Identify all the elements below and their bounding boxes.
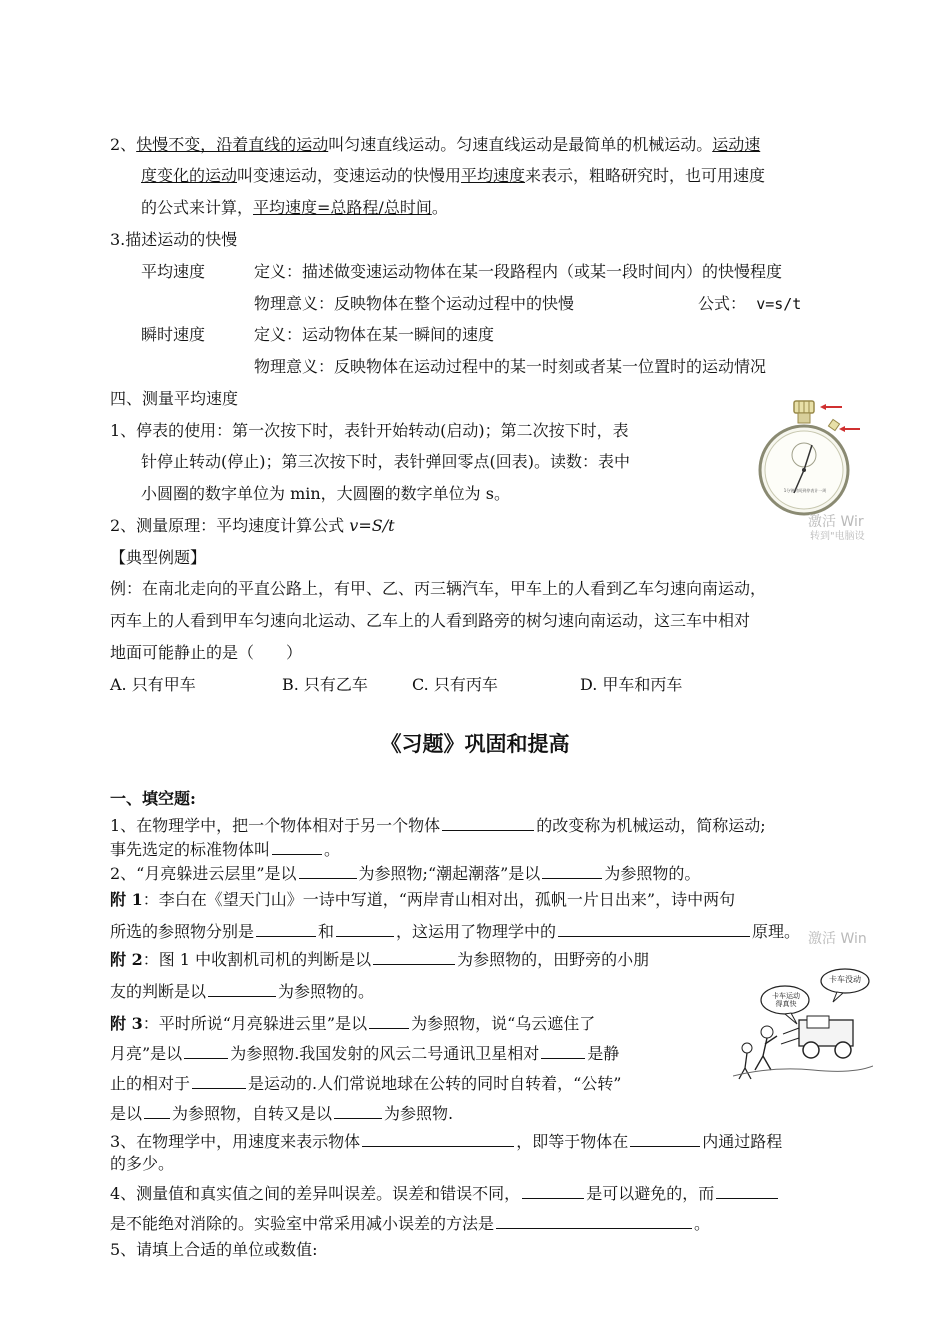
cartoon-speech-1: 卡车没动 xyxy=(829,975,861,984)
stopwatch-icon xyxy=(750,395,875,530)
watermark-activate-1: 激活 Wir xyxy=(808,514,864,530)
question-1-line-2: 事先选定的标准物体叫 。 xyxy=(110,840,341,859)
example-line-2: 丙车上的人看到甲车匀速向北运动、乙车上的人看到路旁的树匀速向南运动，这三车中相对 xyxy=(110,611,751,630)
question-3-line-1: 3、在物理学中，用速度来表示物体 ，即等于物体在 内通过路程 xyxy=(110,1132,783,1151)
answer-blank[interactable] xyxy=(442,814,534,831)
stopwatch-line-3: 小圆圈的数字单位为 min，大圆圈的数字单位为 s。 xyxy=(141,484,510,503)
appendix-2-line-1: 附 2：图 1 中收割机司机的判断是以 为参照物的，田野旁的小朋 xyxy=(110,950,650,969)
answer-blank[interactable] xyxy=(369,1012,409,1029)
fill-in-section-title: 一、填空题: xyxy=(110,789,196,808)
stopwatch-caption: 1分钟时间到停表计一周 xyxy=(783,488,827,493)
answer-blank[interactable] xyxy=(208,980,276,997)
answer-blank[interactable] xyxy=(184,1042,228,1059)
appendix-3-line-3: 止的相对于 是运动的.人们常说地球在公转的同时自转着，“公转” xyxy=(110,1074,622,1093)
appendix-3-line-1: 附 3：平时所说“月亮躲进云里”是以 为参照物，说“乌云遮住了 xyxy=(110,1014,596,1033)
option-c: C. 只有丙车 xyxy=(412,675,498,694)
para-2-line-3: 的公式来计算，平均速度=总路程/总时间。 xyxy=(141,198,448,217)
avg-speed-formula: 公式： v=s/t xyxy=(698,294,802,313)
answer-blank[interactable] xyxy=(373,948,455,965)
example-line-3: 地面可能静止的是（ ） xyxy=(110,643,303,662)
question-2: 2、“月亮躲进云层里”是以 为参照物;“潮起潮落”是以 为参照物的。 xyxy=(110,864,701,883)
answer-blank[interactable] xyxy=(716,1182,778,1199)
answer-blank[interactable] xyxy=(334,1102,382,1119)
option-a: A. 只有甲车 xyxy=(110,675,196,694)
section-4-title: 四、测量平均速度 xyxy=(110,389,239,408)
question-3-line-2: 的多少。 xyxy=(110,1154,175,1173)
appendix-1-line-2: 所选的参照物分别是 和 ，这运用了物理学中的 原理。 xyxy=(110,922,801,941)
appendix-3-line-4: 是以 为参照物，自转又是以 为参照物. xyxy=(110,1104,454,1123)
answer-blank[interactable] xyxy=(541,1042,585,1059)
answer-blank[interactable] xyxy=(336,920,394,937)
inst-speed-definition: 定义：运动物体在某一瞬间的速度 xyxy=(254,325,495,344)
answer-blank[interactable] xyxy=(272,838,322,855)
inst-speed-label: 瞬时速度 xyxy=(141,325,206,344)
avg-speed-label: 平均速度 xyxy=(141,262,206,281)
para-3-title: 3.描述运动的快慢 xyxy=(110,230,238,249)
answer-blank[interactable] xyxy=(630,1130,700,1147)
appendix-2-line-2: 友的判断是以 为参照物的。 xyxy=(110,982,375,1001)
answer-blank[interactable] xyxy=(522,1182,584,1199)
answer-blank[interactable] xyxy=(496,1212,692,1229)
exercise-title: 《习题》巩固和提高 xyxy=(380,731,570,756)
question-4-line-1: 4、测量值和真实值之间的差异叫误差。误差和错误不同， 是可以避免的，而 xyxy=(110,1182,780,1204)
answer-blank[interactable] xyxy=(362,1130,514,1147)
inst-speed-meaning: 物理意义：反映物体在运动过程中的某一时刻或者某一位置时的运动情况 xyxy=(254,357,767,376)
avg-speed-meaning: 物理意义：反映物体在整个运动过程中的快慢 xyxy=(254,294,575,313)
appendix-1-line-1: 附 1：李白在《望天门山》一诗中写道，“两岸青山相对出，孤帆一片日出来”，诗中两句 xyxy=(110,890,736,909)
option-d: D. 甲车和丙车 xyxy=(580,675,683,694)
question-1-line-1: 1、在物理学中，把一个物体相对于另一个物体 的改变称为机械运动，简称运动; xyxy=(110,816,766,835)
option-b: B. 只有乙车 xyxy=(282,675,368,694)
question-5: 5、请填上合适的单位或数值: xyxy=(110,1240,318,1259)
answer-blank[interactable] xyxy=(558,920,750,937)
answer-blank[interactable] xyxy=(192,1072,246,1089)
appendix-3-line-2: 月亮”是以 为参照物.我国发射的风云二号通讯卫星相对 是静 xyxy=(110,1044,620,1063)
example-heading: 【典型例题】 xyxy=(110,548,207,567)
cartoon-speech-2: 卡车运动得真快 xyxy=(772,992,800,1008)
answer-blank[interactable] xyxy=(256,920,316,937)
cartoon-figure xyxy=(733,958,873,1087)
answer-blank[interactable] xyxy=(144,1102,170,1119)
stopwatch-line-2: 针停止转动(停止)；第三次按下时，表针弹回零点(回表)。读数：表中 xyxy=(141,452,630,471)
question-4-line-2: 是不能绝对消除的。实验室中常采用减小误差的方法是 。 xyxy=(110,1214,711,1233)
example-line-1: 例：在南北走向的平直公路上，有甲、乙、丙三辆汽车，甲车上的人看到乙车匀速向南运动， xyxy=(110,579,767,598)
principle-line: 2、测量原理：平均速度计算公式 v=S/t xyxy=(110,516,395,535)
watermark-activate-2: 激活 Win xyxy=(808,931,867,947)
answer-blank[interactable] xyxy=(542,862,602,879)
answer-blank[interactable] xyxy=(299,862,357,879)
watermark-settings: 转到"电脑设 xyxy=(810,531,865,542)
stopwatch-line-1: 1、停表的使用：第一次按下时，表针开始转动(启动)；第二次按下时，表 xyxy=(110,421,629,440)
para-2-line-1: 2、快慢不变，沿着直线的运动叫匀速直线运动。匀速直线运动是最简单的机械运动。运动速 xyxy=(110,135,761,154)
para-2-line-2: 度变化的运动叫变速运动，变速运动的快慢用平均速度来表示，粗略研究时，也可用速度 xyxy=(141,166,766,185)
avg-speed-definition: 定义：描述做变速运动物体在某一段路程内（或某一段时间内）的快慢程度 xyxy=(254,262,783,281)
